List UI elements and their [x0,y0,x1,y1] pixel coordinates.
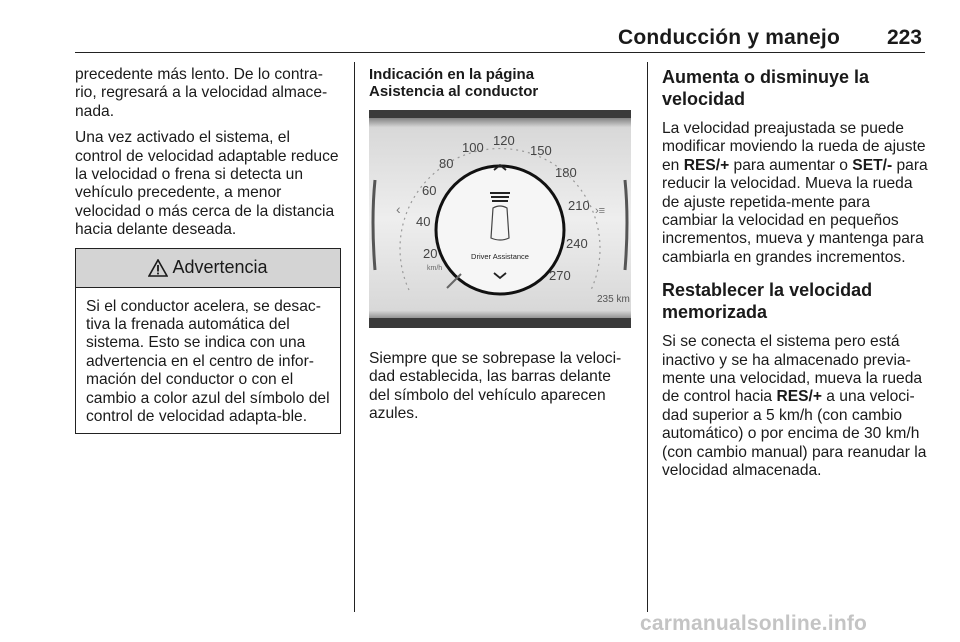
control-label: RES/+ [776,388,822,406]
speed-label: 120 [493,133,515,148]
figure-heading-line1: Indicación en la página [369,66,535,83]
speed-label: 150 [530,143,552,158]
text-run: para aumentar o [729,156,853,174]
control-label: SET/- [852,156,893,174]
text-run: para reducir la velocidad. Mueva la rueda de ajuste repetida-mente para cambiar la velocidad en pequeños incrementos, mueva y mantenga para cambiarla en grandes incrementos. [662,156,928,266]
watermark: carmanualsonline.info [640,612,868,635]
column-1 [75,66,341,434]
odometer: 235 km [597,294,630,305]
section-heading: Aumenta o disminuye la velocidad [662,67,870,109]
header-divider [75,52,925,53]
speed-label: 100 [462,140,484,155]
section-title: Conducción y manejo [618,26,840,49]
text-run: La velocidad preajustada se puede modificar moviendo la rueda de ajuste en [662,120,926,174]
left-arrow-icon: ‹ [396,201,401,217]
text-run: Si se conecta el sistema pero está inactivo y se ha almacenado previa-mente una velocidad, mueva la rueda de control hacia [662,333,923,406]
warning-body [76,288,340,433]
paragraph [662,333,928,480]
page-number: 223 [886,26,922,49]
speed-label: 180 [555,165,577,180]
column-divider-2 [647,62,648,612]
warning-box [75,248,341,434]
paragraph [662,120,928,267]
speed-label: 240 [566,236,588,251]
paragraph: Una vez activado el sistema, el control de velocidad adaptable reduce la velocidad o frena si detecta un vehículo precedente, a menor velocidad o más cerca de la distancia hacia delante deseada. [75,129,339,239]
speed-label: 60 [422,183,437,198]
figure-heading [369,66,635,100]
column-3 [662,66,928,489]
instrument-cluster-figure [369,110,631,328]
right-arrow-icon: ›≡ [595,205,606,217]
warning-header [76,249,340,288]
speed-label: 80 [439,156,454,171]
section-heading: Restablecer la velocidad memorizada [662,280,873,323]
speed-label: 20 [423,246,438,261]
paragraph: precedente más lento. De lo contra-rio, regresará a la velocidad almace-nada. [75,66,328,120]
unit-label: km/h [427,265,443,272]
figure-heading-line2: Asistencia al conductor [369,83,539,100]
warning-title: Advertencia [172,257,268,278]
speed-label: 270 [549,268,571,283]
warning-triangle-icon [148,259,168,277]
control-label: RES/+ [683,156,730,174]
speed-label: 40 [416,214,431,229]
speed-label: 210 [568,198,590,213]
distance-bars-icon [490,192,510,202]
figure-caption: Siempre que se sobrepase la veloci-dad establecida, las barras delante del símbolo del vehículo aparecen azules. [369,350,622,423]
column-2 [369,66,635,432]
column-divider-1 [354,62,355,612]
text-run: a una veloci-dad superior a 5 km/h (con cambio automático) o por encima de 30 km/h (con cambio manual) para reanudar la velocidad almacenada. [662,388,927,480]
warning-text: Si el conductor acelera, se desac-tiva la frenada automática del sistema. Esto se indica con una advertencia en el centro de infor-mación del conductor o con el cambio a color azul del símbolo del control de velocidad adapta-ble. [86,297,330,426]
center-label: Driver Assistance [471,252,529,261]
